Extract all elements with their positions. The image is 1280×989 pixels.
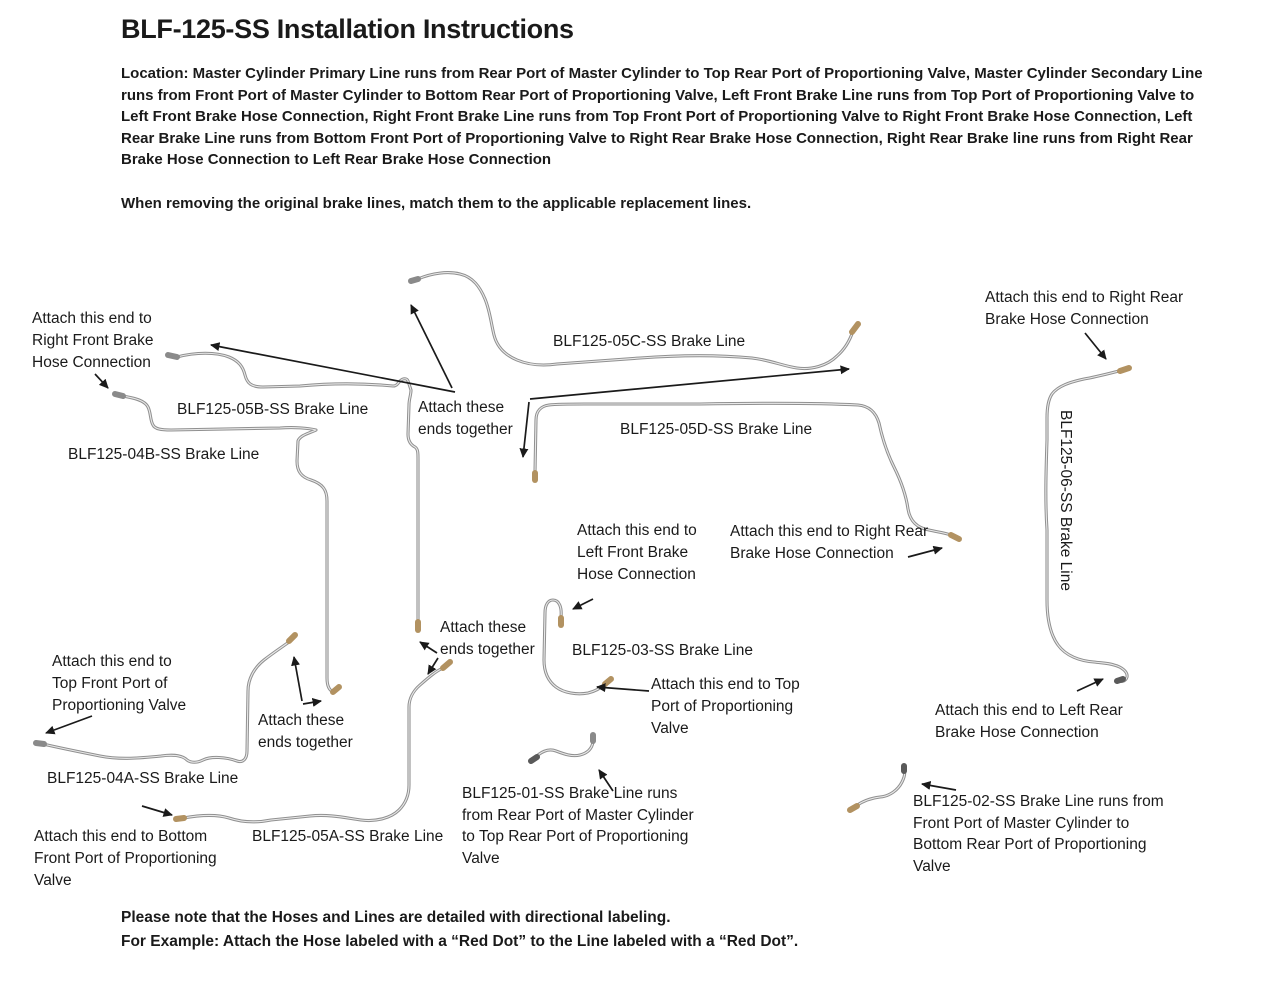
fitting-05d-right <box>951 535 959 539</box>
callout-blf125-01: BLF125-01-SS Brake Line runs from Rear Port of Master Cylinder to Top Rear Port of Proportioning Valve <box>462 785 694 867</box>
label-blf125-05b: BLF125-05B-SS Brake Line <box>177 401 369 418</box>
brake-line-05c <box>418 273 853 369</box>
brake-line-04b <box>122 396 333 692</box>
callout-left-rear-hose: Attach this end to Left Rear Brake Hose Connection <box>935 702 1123 741</box>
fitting-03-right <box>605 679 611 684</box>
callout-attach-together-2: Attach these ends together <box>440 619 535 658</box>
location-line-5: Brake Hose Connection to Left Rear Brake Hose Connection <box>121 151 552 168</box>
fitting-05a-top <box>443 662 450 668</box>
brake-line-04b <box>122 396 333 692</box>
arrow-left-rear-to-06 <box>1077 679 1103 691</box>
callout-bottom-front-port: Attach this end to Bottom Front Port of Proportioning Valve <box>34 828 217 889</box>
removal-note: When removing the original brake lines, match them to the applicable replacement lines. <box>121 195 752 212</box>
fitting-04a-right <box>289 635 295 641</box>
footer-line-1: Please note that the Hoses and Lines are detailed with directional labeling. <box>121 909 671 926</box>
brake-line-05b <box>177 353 418 621</box>
label-blf125-04a: BLF125-04A-SS Brake Line <box>47 770 239 787</box>
fitting-04b-left <box>115 394 123 396</box>
callout-top-front-port: Attach this end to Top Front Port of Proportioning Valve <box>52 653 187 714</box>
callout-blf125-02: BLF125-02-SS Brake Line runs from Front Port of Master Cylinder to Bottom Rear Port of Proportioning Valve <box>913 793 1164 875</box>
fitting-06-top <box>1120 368 1129 371</box>
fitting-01-left <box>531 757 537 761</box>
location-line-4: Rear Brake Line runs from Bottom Front Port of Proportioning Valve to Right Rear Brake Hose Connection, Right Rear Brake line runs from Right Rear <box>121 129 1193 147</box>
arrow-together1-to-05d-left <box>523 402 529 457</box>
fitting-06-end <box>1117 679 1123 681</box>
callout-left-front-hose: Attach this end to Left Front Brake Hose Connection <box>577 522 697 583</box>
fitting-02-left <box>850 806 857 810</box>
location-line-2: runs from Front Port of Master Cylinder to Bottom Rear Port of Proportioning Valve, Left Front Brake Line runs from Top Port of Proportioning Valve to <box>121 86 1195 104</box>
arrow-right-rear-top-to-06 <box>1085 333 1106 359</box>
callout-right-front-hose: Attach this end to Right Front Brake Hose Connection <box>32 310 154 371</box>
brake-line-01 <box>534 742 593 759</box>
footer-line-2: For Example: Attach the Hose labeled with a “Red Dot” to the Line labeled with a “Red Dot”. <box>121 932 799 950</box>
brake-line-05b <box>177 353 418 621</box>
callout-attach-together-1: Attach these ends together <box>418 399 513 438</box>
arrow-together3-to-04b-bottom <box>303 701 321 704</box>
arrow-top-front-to-04a <box>46 716 92 733</box>
arrow-bottom-front-to-05a <box>142 806 172 815</box>
callout-right-rear-hose-top: Attach this end to Right Rear Brake Hose Connection <box>985 289 1184 328</box>
arrow-together1-to-05c-left <box>411 305 452 388</box>
fitting-05c-right <box>852 324 858 332</box>
fitting-05b-left <box>168 355 177 357</box>
location-line-1: Location: Master Cylinder Primary Line runs from Rear Port of Master Cylinder to Top Rear Port of Proportioning Valve, Master Cylinder Secondary Line <box>121 65 1203 82</box>
arrow-02-note-to-02 <box>922 784 956 790</box>
callout-top-port-valve: Attach this end to Top Port of Proportioning Valve <box>651 676 800 737</box>
brake-line-02 <box>856 770 905 806</box>
label-blf125-05c: BLF125-05C-SS Brake Line <box>553 333 746 350</box>
label-blf125-05d: BLF125-05D-SS Brake Line <box>620 421 813 438</box>
directional-labeling-note <box>121 906 798 953</box>
label-blf125-04b: BLF125-04B-SS Brake Line <box>68 446 260 463</box>
arrow-together3-to-04a-right <box>294 657 302 701</box>
callout-attach-together-3: Attach these ends together <box>258 712 353 751</box>
label-blf125-03: BLF125-03-SS Brake Line <box>572 642 753 659</box>
arrow-top-port-to-03 <box>597 687 649 691</box>
arrow-together2-to-05b-bottom <box>420 642 437 653</box>
fitting-04a-left <box>36 743 44 744</box>
arrow-left-front-to-03 <box>573 599 593 609</box>
arrow-right-front-to-04b <box>95 374 108 388</box>
page-title: BLF-125-SS Installation Instructions <box>121 14 574 44</box>
brake-line-05c <box>418 273 853 369</box>
label-blf125-06: BLF125-06-SS Brake Line <box>1057 410 1074 591</box>
fitting-05a-left <box>176 818 184 819</box>
fitting-04b-bottom <box>333 687 339 692</box>
label-blf125-05a: BLF125-05A-SS Brake Line <box>252 828 444 845</box>
arrow-together1-to-05c-right <box>530 369 849 399</box>
location-line-3: Left Front Brake Hose Connection, Right Front Brake Line runs from Top Front Port of Proportioning Valve to Right Front Brake Hose Connection, Left <box>121 108 1193 125</box>
callout-right-rear-hose-mid: Attach this end to Right Rear Brake Hose Connection <box>730 523 929 562</box>
fitting-05c-left <box>411 279 418 281</box>
